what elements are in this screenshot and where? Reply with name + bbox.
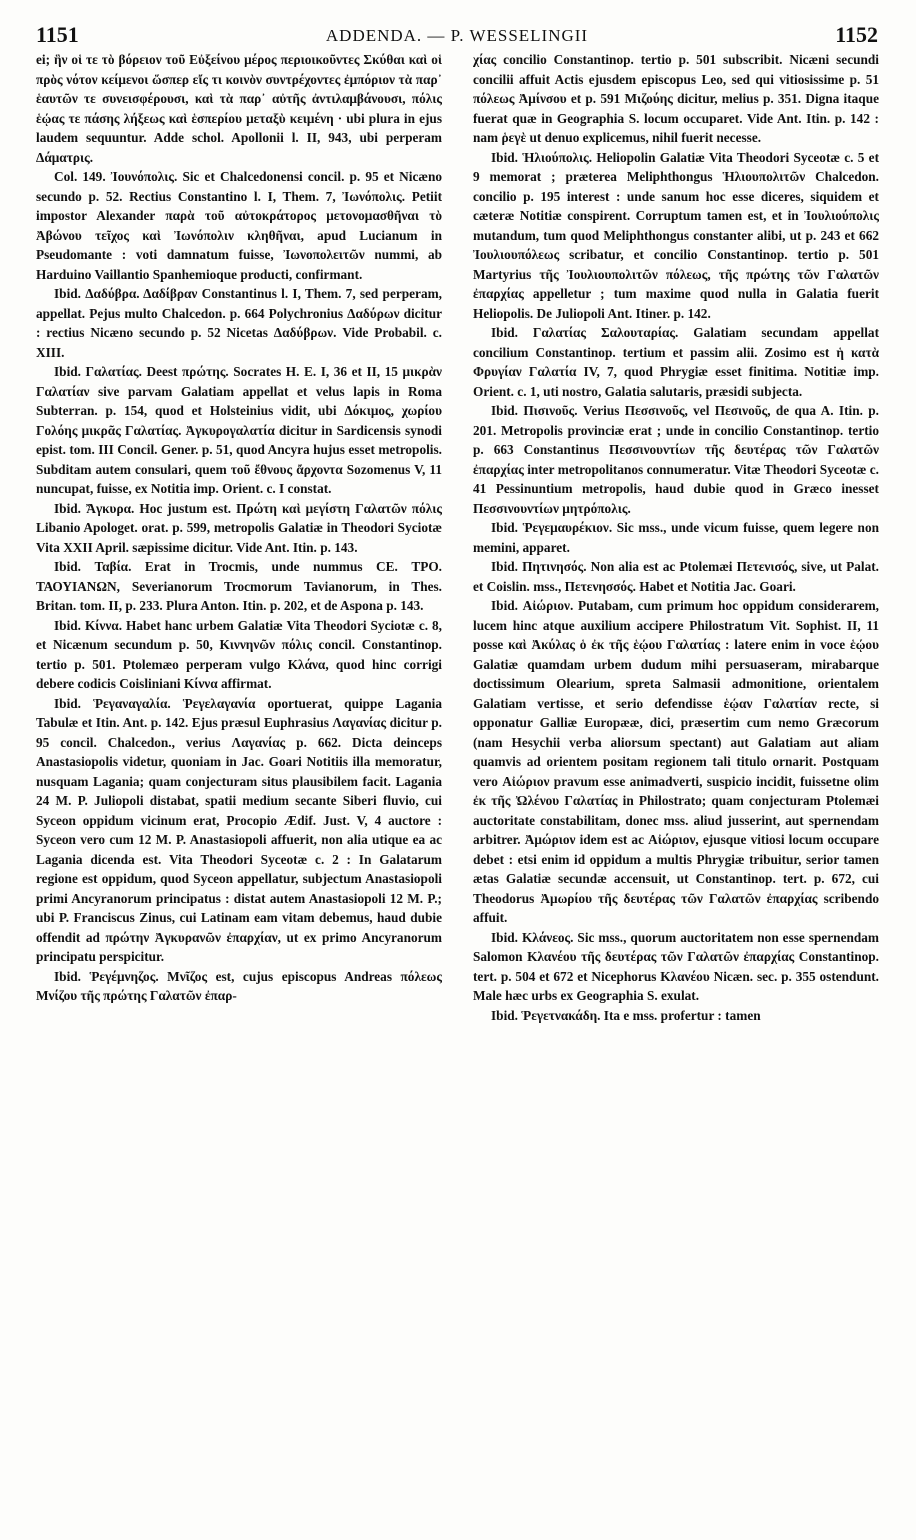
paragraph: Ibid. Ῥεγαναγαλία. Ῥεγελαγανία oportuerat, quippe Lagania Tabulæ et Itin. Ant. p. 142. Ejus præsul Euphrasius Λαγανίας dicitur p. 95 concil. Chalcedon., verius Λαγανίας p. 662. Dicta deinceps Anastasiopolis videtur, quoniam in Jac. Goari Notitiis illa memoratur, nusquam Lagania; quam conjecturam situs plausibilem facit. Lagania 24 M. P. Juliopoli distabat, spatii medium secante Siberi fluvio, cui Syceon oppidum vicinum erat, Procopio Ædif. Just. V, 4 auctore : Syceon vero cum 12 M. P. Anastasiopoli affuerit, non alia utique ea ac Lagania dicenda est. Vita Theodori Syceotæ c. 2 : In Galatarum regione est oppidum, quod Syceon appellatur, subjectum Anastasiopoli primi Ancyranorum principatus : distat autem Anastasiopoli 12 M. P.; ubi P. Franciscus Zinus, cui Latinam eam vitam debemus, haud dubie offendit ad πρώτην Ἀγκυρανῶν ἐπαρχίαν, ut ex primo Ancyranorum principatu perspicitur. <box>36 695 442 964</box>
page-number-left: 1151 <box>36 22 79 47</box>
paragraph: Ibid. Ταβία. Erat in Trocmis, unde nummus CE. ΤΡΟ. ΤΑΟΥΙΑΝΩΝ, Severianorum Trocmorum Tavianorum, in Thes. Britan. tom. II, p. 233. Plura Anton. Itin. p. 202, et de Aspona p. 143. <box>36 559 442 613</box>
paragraph: Ibid. Αἰώριον. Putabam, cum primum hoc oppidum considerarem, lucem hinc atque auxilium accipere Philostratum Vit. Sophist. II, 11 posse καὶ Ἀκύλας ὁ ἐκ τῆς ἑῴου Γαλατίας : latere enim in voce ἑῴου Galatiæ quamdam urbem dudum mihi persuaseram, mirabarque doctissimum Olearium, spreta Salmasii admonitione, orientalem Galatiam vertisse, et serio defendisse ἑῴαν Γαλατίαν recte, si opponatur Galliæ Europææ, dici, præsertim cum nemo Græcorum (nam Hesychii verba aliorsum spectant) aut Galatiam aut aliam quamvis ad orientem positam regionem tali titulo ornarit. Postquam vero Αἰώριον pravum esse animadverti, suspicio incidit, fuissetne olim ἐκ τῆς Ὠλένου Γαλατίας in Philostrato; quam conjecturam Ptolemæi auctoritate constabilitam, donec mss. aliud jusserint, aut spernendam arbitrer. Ἀμώριον idem est ac Αἰώριον, ejusque vitiosi locum occupare debet : etsi enim id oppidum a multis Phrygiæ tribuitur, serior tamen ætas Galatiæ secundæ accensuit, ut Constantinop. tert. p. 672, cui Theodorus Ἀμωρίου τῆς δευτέρας τῶν Γαλατῶν ἐπαρχίας scribendo affuit. <box>473 598 879 925</box>
paragraph: Ibid. Κίννα. Habet hanc urbem Galatiæ Vita Theodori Sycіotæ c. 8, et Nicænum secundum p. 50, Κιννηνῶν πόλις concil. Constantinop. tertio p. 501. Ptolemæo perperam vulgo Κλάνα, quod hinc corrigi debere codicis Coisliniani Κίννα affirmat. <box>36 617 442 691</box>
paragraph: Ibid. Πισινοῦς. Verius Πεσσινοῦς, vel Πεσινοῦς, de qua A. Itin. p. 201. Metropolis provinciæ erat ; unde in concilio Constantinop. tertio p. 663 Constantinus Πεσσινουντίων τῆς δευτέρας τῶν Γαλατῶν ἐπαρχίας inter metropolitanos connumeratur. Vitæ Theodori Syceotæ c. 41 Pessinuntium metropolis, haud dubie quod in Græco inesset Πεσσινουντίων μητρόπολις. <box>473 403 879 516</box>
running-title: ADDENDA. — P. WESSELINGII <box>325 26 589 45</box>
paragraph: Ibid. Ῥεγέμνηζος. Μνῖζος est, cujus episcopus Andreas πόλεως Μνίζου τῆς πρώτης Γαλατῶν ἐπαρ- <box>36 968 442 1003</box>
paragraph: Ibid. Γαλατίας Σαλουταρίας. Galatiam secundam appellat concilium Constantinop. tertium et passim alii. Zosimo est ἡ κατὰ Φρυγίαν Γαλατία IV, 7, quod Phrygiæ esset finitima. Notitiæ imp. Orient. c. 1, uti nostro, Galatia salutaris, præsidi subjecta. <box>473 325 879 399</box>
paragraph: Ibid. Κλάνεος. Sic mss., quorum auctoritatem non esse spernendam Salomon Κλανέου τῆς δευτέρας τῶν Γαλατῶν ἐπαρχίας Constantinop. tert. p. 504 et 672 et Nicephorus Κλανέου Nicæn. sec. p. 355 ostendunt. Male hæc urbs ex Geographia S. exulat. <box>473 929 879 1003</box>
left-column <box>36 50 442 1490</box>
paragraph: Ibid. Γαλατίας. Deest πρώτης. Socrates H. E. I, 36 et II, 15 μικρὰν Γαλατίαν sive parvam Galatiam appellat et velus lapis in Roma Subterran. p. 154, quod et Holsteinius vidit, ubi Δόκιμος, χωρίου Γολόης μικρᾶς Γαλατίας. Ἀγκυρογαλατία dicitur in Sardicensis synodi epist. tom. III Concil. Gener. p. 51, quod Ancyra hujus esset metropolis. Subditam autem consulari, quem τοῦ ἔθνους ἄρχοντα Sozomenus V, 11 nuncupat, fuisse, ex Notitia imp. Orient. c. I constat. <box>36 364 442 496</box>
paragraph: Ibid. Πητινησός. Non alia est ac Ptolemæi Πετενισός, sive, ut Palat. et Coislin. mss., Πετενησσός. Habet et Notitia Jac. Goari. <box>473 559 879 594</box>
paragraph: χίας concilio Constantinop. tertio p. 501 subscribit. Nicæni secundi concilii affuit Actis ejusdem episcopus Leo, sed qui vitiosissime p. 51 πόλεως Ἀμίνσου et p. 591 Μιζούης dicitur, melius p. 351. Digna itaque fuerat quæ in Geographia S. locum occuparet. Vide Ant. Itin. p. 142 : nam ῥεγὲ ut denuo explicemus, nihil fuerit necesse. <box>473 52 879 145</box>
right-column <box>473 50 879 1490</box>
paragraph: Ibid. Ἄγκυρα. Hoc justum est. Πρώτη καὶ μεγίστη Γαλατῶν πόλις Libanio Apologet. orat. p. 599, metropolis Galatiæ in Theodori Sycіotæ Vita XXII April. sæpissime dicitur. Vide Ant. Itin. p. 143. <box>36 500 442 555</box>
paragraph: Col. 149. Ἰουνόπολις. Sic et Chalcedonensi concil. p. 95 et Nicæno secundo p. 52. Rectius Constantino l. I, Them. 7, Ἰωνόπολις. Petiit impostor Alexander παρὰ τοῦ αὐτοκράτορος μετονομασθῆναι τὸ Ἀβώνου τεῖχος καὶ Ἰωνόπολιν κληθῆναι, apud Lucianum in Pseudomante : voti damnatum fuisse, Ἰωνοπολειτῶν nummi, ab Harduino Vaillantio Spanhemioque producti, confirmant. <box>36 169 442 282</box>
paragraph: Ibid. Ῥεγετνακάδη. Ita e mss. profertur : tamen <box>491 1007 761 1023</box>
paragraph: ei; ἣν οἱ τε τὸ βόρειον τοῦ Εὐξείνου μέρος περιοικοῦντες Σκύθαι καὶ οἱ πρὸς νότον κείμενοι ὥσπερ εἴς τι κοινὸν συντρέχοντες ἐμπόριον τὰ παρ᾿ ἑαυτῶν τε συνεισφέρουσι, καὶ τὰ παρ᾿ αὐτῆς ἀντιλαμβάνουσι, πόλις ἑῴας τε πάσης λήξεως καὶ ἑσπερίου μεταξὺ κειμένη · ubi plura in ejus laudem sequuntur. Adde schol. Apollonii l. II, 943, ubi perperam Δάματρις. <box>36 52 442 165</box>
paragraph: Ibid. Ἡλιούπολις. Heliopolin Galatiæ Vita Theodori Syceotæ c. 5 et 9 memorat ; præterea Meliphthongus Ἡλιουπολιτῶν Chalcedon. concilio p. 195 interest : unde sanum hoc esse diceres, siquidem et cæteræ Notitiæ conspirent. Corruptum tamen est, et in Ἰουλιούπολις mutandum, tum quod Meliphthongus constanter alibi, ut p. 243 et 662 Ἰουλιουπόλεως scribatur, et concilio Constantinop. tertio p. 501 Martyrius τῆς Ἰουλιουπολιτῶν πόλεως, τῆς πρώτης τῶν Γαλατῶν ἐπαρχίας appelletur ; tum maxime quod nulla in Galatia fuerit Heliopolis. De Juliopoli Ant. Itiner. p. 142. <box>473 149 879 321</box>
page-number-right: 1152 <box>835 22 878 47</box>
paragraph: Ibid. Ῥεγεμαυρέκιον. Sic mss., unde vicum fuisse, quem legere non memini, apparet. <box>473 520 879 555</box>
paragraph: Ibid. Δαδύβρα. Δαδίβραν Constantinus l. I, Them. 7, sed perperam, appellat. Pejus multo Chalcedon. p. 664 Polychronius Δαδύρων dicitur : rectius Nicæno secundo p. 52 Nicetas Δαδύβρων. Vide Probabil. c. XIII. <box>36 286 442 360</box>
